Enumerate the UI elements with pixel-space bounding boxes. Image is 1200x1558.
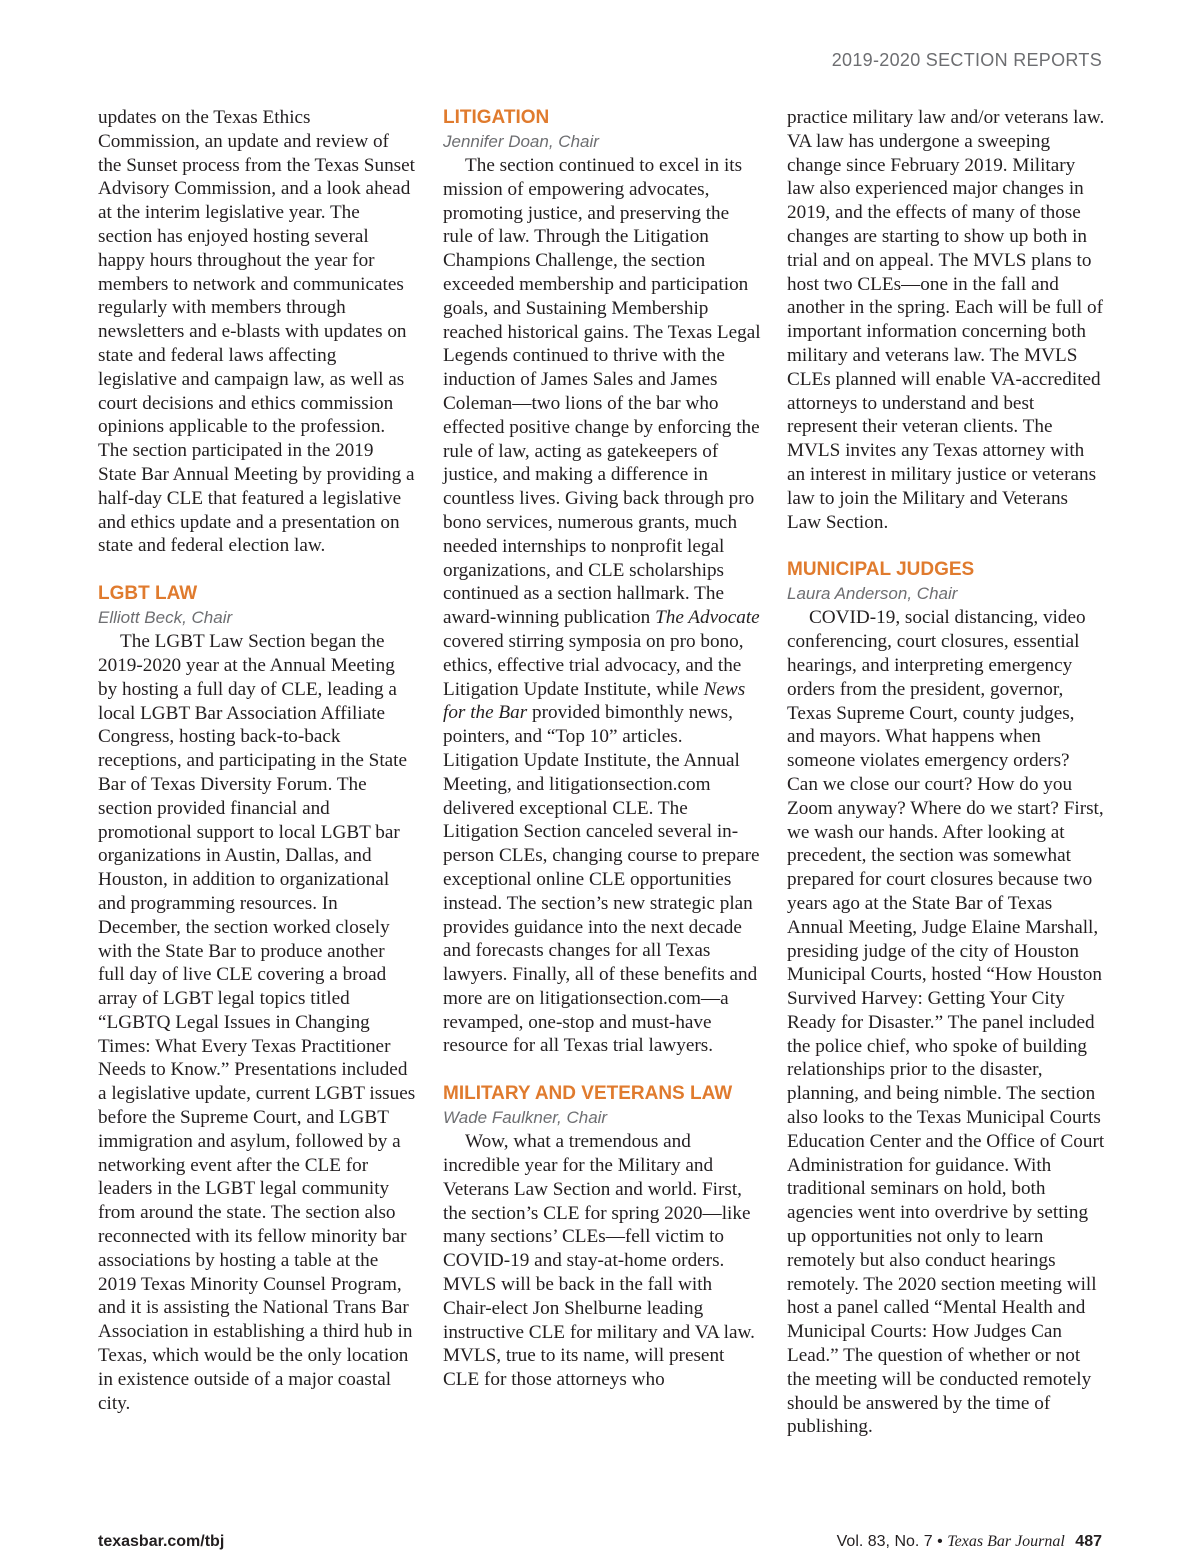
section-body: The LGBT Law Section began the 2019-2020 year at the Annual Meeting by hosting a full day of CLE, leading a local LGBT Bar Association Affiliate Congress, hosting back-to-back receptions, and participating in the State Bar of Texas Diversity Forum. The section provided financial and promotional support to local LGBT bar organizations in Austin, Dallas, and Houston, in addition to organizational and programming resources. In December, the section worked closely with the State Bar to produce another full day of live CLE covering a broad array of LGBT legal topics titled “LGBTQ Legal Issues in Changing Times: What Every Texas Practitioner Needs to Know.” Presentations included a legislative update, current LGBT issues before the Supreme Court, and LGBT immigration and asylum, followed by a networking event after the CLE for leaders in the LGBT legal community from around the state. The section also reconnected with its fellow minority bar associations by hosting a table at the 2019 Texas Minority Counsel Program, and it is assisting the National Trans Bar Association in establishing a third hub in Texas, which would be the only location in existence outside of a major coastal city. xyxy=(98,631,416,1414)
section-chair: Wade Faulkner, Chair xyxy=(443,1108,608,1128)
footer-url: texasbar.com/tbj xyxy=(98,1533,225,1550)
section-heading-litigation: LITIGATION xyxy=(443,107,550,128)
volume-issue: Vol. 83, No. 7 xyxy=(836,1533,933,1550)
section-body: COVID-19, social distancing, video conferencing, court closures, essential hearings, and interpreting emergency orders from the president, governor, Texas Supreme Court, county judges, and mayors. What happens when someone violates emergency orders? Can we close our court? How do you Zoom anyway? Where do we start? First, we wash our hands. After looking at precedent, the section was somewhat prepared for court closures because two years ago at the State Bar of Texas Annual Meeting, Judge Elaine Marshall, presiding judge of the city of Houston Municipal Courts, hosted “How Houston Survived Harvey: Getting Your City Ready for Disaster.” The panel included the police chief, who spoke of building relationships prior to the disaster, planning, and being nimble. The section also looks to the Texas Municipal Courts Education Center and the Office of Court Administration for guidance. With traditional seminars on hold, both agencies went into overdrive by setting up opportunities not only to learn remotely but also conduct hearings remotely. The 2020 section meeting will host a panel called “Mental Health and Municipal Courts: How Judges Can Lead.” The question of whether or not the meeting will be conducted remotely should be answered by the time of publishing. xyxy=(787,607,1105,1438)
continued-paragraph: practice military law and/or veterans law. VA law has undergone a sweeping change since February 2019. Military law also experienced major changes in 2019, and the effects of many of those changes are starting to show up both in trial and on appeal. The MVLS plans to host two CLEs—one in the fall and another in the spring. Each will be full of important information concerning both military and veterans law. The MVLS CLEs planned will enable VA-accredited attorneys to understand and best represent their veteran clients. The MVLS invites any Texas attorney with an interest in military justice or veterans law to join the Military and Veterans Law Section. xyxy=(787,107,1105,533)
column-3 xyxy=(787,106,1105,1439)
section-body xyxy=(443,154,761,1058)
body-text: provided bimonthly news, pointers, and “Top 10” articles. Litigation Update Institute, the Annual Meeting, and litigationsection.com delivered exceptional CLE. The Litigation Section canceled several in-person CLEs, changing course to prepare exceptional online CLE opportunities instead. The section’s new strategic plan provides guidance into the next decade and forecasts changes for all Texas lawyers. Finally, all of these benefits and more are on litigationsection.com—a revamped, one-stop and must-have resource for all Texas trial lawyers. xyxy=(443,702,760,1057)
section-heading-municipal-judges: MUNICIPAL JUDGES xyxy=(787,559,975,581)
section-chair: Elliott Beck, Chair xyxy=(98,608,233,628)
section-chair: Laura Anderson, Chair xyxy=(787,584,958,604)
column-2 xyxy=(443,106,761,1392)
continued-paragraph: updates on the Texas Ethics Commission, an update and review of the Sunset process from the Texas Sunset Advisory Commission, and a look ahead at the interim legislative year. The section has enjoyed hosting several happy hours throughout the year for members to network and communicates regularly with members through newsletters and e-blasts with updates on state and federal laws affecting legislative and campaign law, as well as court decisions and ethics commission opinions applicable to the profession. The section participated in the 2019 State Bar Annual Meeting by providing a half-day CLE that featured a legislative and ethics update and a presentation on state and federal election law. xyxy=(98,107,415,557)
body-text: covered stirring symposia on pro bono, ethics, effective trial advocacy, and the Litigation Update Institute, while xyxy=(443,630,744,700)
section-heading-lgbt-law: LGBT LAW xyxy=(98,583,198,605)
running-head: 2019-2020 SECTION REPORTS xyxy=(831,50,1102,70)
section-chair: Jennifer Doan, Chair xyxy=(443,132,599,151)
journal-title: Texas Bar Journal xyxy=(947,1533,1065,1550)
publication-title: The Advocate xyxy=(655,607,760,629)
page-number: 487 xyxy=(1075,1533,1102,1550)
section-body: Wow, what a tremendous and incredible year for the Military and Veterans Law Section and world. First, the section’s CLE for spring 2020—like many sections’ CLEs—fell victim to COVID-19 and stay-at-home orders. MVLS will be back in the fall with Chair-elect Jon Shelburne leading instructive CLE for military and VA law. MVLS, true to its name, will present CLE for those attorneys who xyxy=(443,1131,755,1391)
publication-title: News for the Bar xyxy=(443,678,746,724)
column-1 xyxy=(98,106,416,1415)
bullet-separator: • xyxy=(937,1533,943,1550)
body-text: The section continued to excel in its mission of empowering advocates, promoting justice, and preserving the rule of law. Through the Litigation Champions Challenge, the section exceeded membership and participation goals, and Sustaining Membership reached historical gains. The Texas Legal Legends continued to thrive with the induction of James Sales and James Coleman—two lions of the bar who effected positive change by enforcing the rule of law, acting as gatekeepers of justice, and making a difference in countless lives. Giving back through pro bono services, numerous grants, much needed internships to nonprofit legal organizations, and CLE scholarships continued as a section hallmark. The award-winning publication xyxy=(443,155,761,629)
section-heading-military-veterans-law: MILITARY AND VETERANS LAW xyxy=(443,1083,733,1105)
footer-citation xyxy=(837,1533,1102,1551)
